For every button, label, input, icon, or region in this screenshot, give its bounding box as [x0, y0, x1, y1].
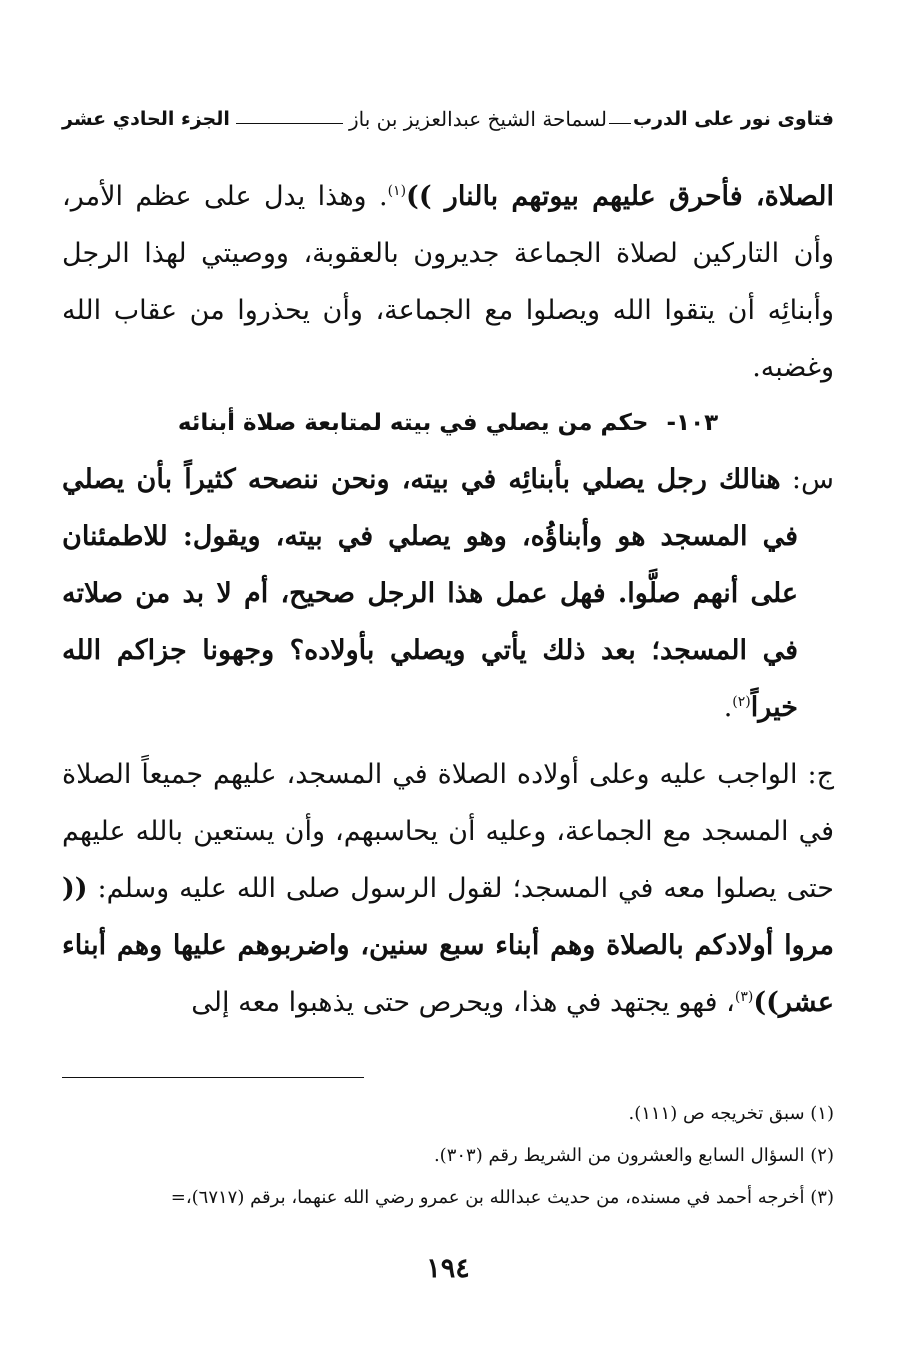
running-header [62, 102, 834, 136]
book-page [62, 0, 834, 1356]
answer-text-1: الواجب عليه وعلى أولاده الصلاة في المسجد، عليهم جميعاً الصلاة في المسجد مع الجماعة، وعليه أن يحاسبهم، وأن يستعين بالله عليهم حتى يصلوا معه في المسجد؛ لقول الرسول صلى الله عليه وسلم: [62, 759, 834, 904]
answer-paragraph [62, 746, 834, 1031]
section-title: حكم من يصلي في بيته لمتابعة صلاة أبنائه [177, 410, 649, 436]
question-label: س: [791, 464, 834, 495]
footnote-marker-2: (٢) [732, 694, 751, 710]
question-end: . [723, 692, 733, 723]
header-book-title: فتاوى نور على الدرب [633, 108, 834, 130]
footnotes [62, 1093, 834, 1219]
section-number: ١٠٣- [666, 410, 719, 436]
hadith-quote: (( مروا أولادكم بالصلاة وهم أبناء سبع سنين، واضربوهم عليها وهم أبناء عشر)) [62, 873, 834, 1018]
answer-label: ج: [807, 759, 834, 790]
intro-continuation: . وهذا يدل على عظم الأمر، وأن التاركين لصلاة الجماعة جديرون بالعقوبة، ووصيتي لهذا الرجل وأبنائِه أن يتقوا الله ويصلوا مع الجماعة، وأن يحذروا من عقاب الله وغضبه. [62, 181, 834, 383]
body-text [62, 168, 834, 1031]
answer-text-2: ، فهو يجتهد في هذا، ويحرص حتى يذهبوا معه إلى [191, 987, 735, 1018]
header-rule [236, 123, 343, 124]
header-part: الجزء الحادي عشر [62, 108, 230, 130]
header-author: لسماحة الشيخ عبدالعزيز بن باز [348, 107, 607, 131]
footnote-marker-1: (١) [387, 183, 407, 199]
intro-bold-quote: الصلاة، فأحرق عليهم بيوتهم بالنار )) [406, 181, 834, 212]
header-dash [609, 123, 631, 124]
intro-paragraph [62, 168, 834, 396]
footnote-marker-3: (٣) [734, 989, 754, 1005]
footnote-separator [62, 1077, 364, 1078]
footnote-3: (٣) أخرجه أحمد في مسنده، من حديث عبدالله بن عمرو رضي الله عنهما، برقم (٦٧١٧)،= [170, 1187, 834, 1208]
footnote-2: (٢) السؤال السابع والعشرون من الشريط رقم (٣٠٣). [433, 1145, 834, 1166]
page-number: ١٩٤ [426, 1253, 470, 1284]
question-text: هنالك رجل يصلي بأبنائِه في بيته، ونحن ننصحه كثيراً بأن يصلي في المسجد هو وأبناؤُه، وهو يصلي في بيته، ويقول: للاطمئنان على أنهم صلَّوا. فهل عمل هذا الرجل صحيح، أم لا بد من صلاته في المسجد؛ بعد ذلك يأتي ويصلي بأولاده؟ وجهونا جزاكم الله خيراً [62, 464, 798, 723]
section-heading [62, 396, 834, 451]
footnote-1: (١) سبق تخريجه ص (١١١). [628, 1103, 834, 1124]
question-paragraph [62, 451, 834, 736]
